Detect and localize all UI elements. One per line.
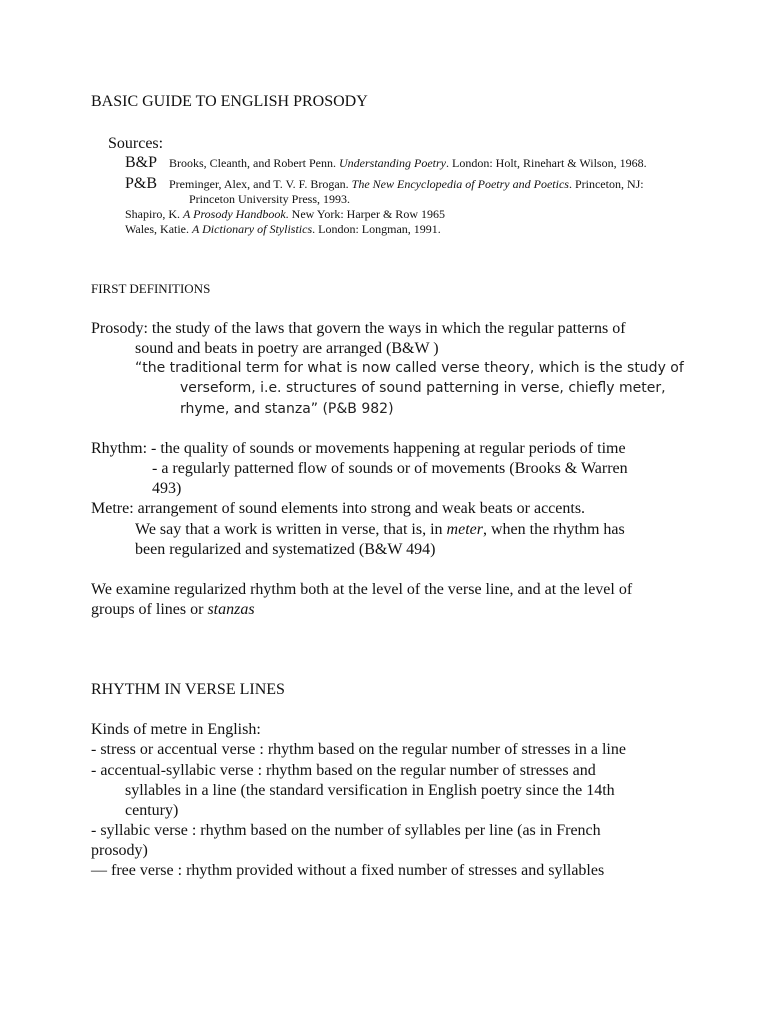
rhythm-definition-3: 493) xyxy=(152,480,182,497)
section-heading-first-definitions: FIRST DEFINITIONS xyxy=(91,281,211,296)
rhythm-definition-2: - a regularly patterned flow of sounds or of movements (Brooks & Warren xyxy=(152,460,628,477)
prosody-quote-line2: verseform, i.e. structures of sound patterning in verse, chiefly meter, xyxy=(180,380,666,396)
source-pb-abbr: P&B xyxy=(125,175,158,192)
source-wales xyxy=(125,223,441,235)
list-item-accentual-syllabic-cont2: century) xyxy=(125,802,179,819)
source-bp-title: Understanding Poetry xyxy=(338,156,446,170)
source-pb-pre: Preminger, Alex, and T. V. F. Brogan. xyxy=(169,177,352,191)
metre-definition-3: been regularized and systematized (B&W 494) xyxy=(135,541,436,558)
prosody-quote-line3: rhyme, and stanza” (P&B 982) xyxy=(180,401,394,417)
source-pb-continuation: Princeton University Press, 1993. xyxy=(189,192,350,206)
source-bp-abbr: B&P xyxy=(125,154,158,171)
list-item-syllabic-verse: - syllabic verse : rhythm based on the number of syllables per line (as in French xyxy=(91,822,601,839)
source-shapiro xyxy=(125,208,445,220)
source-wales-pre: Wales, Katie. xyxy=(125,222,193,236)
source-shapiro-title: A Prosody Handbook xyxy=(183,207,286,221)
prosody-definition-cont: sound and beats in poetry are arranged (B&W ) xyxy=(135,340,439,357)
prosody-definition: Prosody: the study of the laws that govern the ways in which the regular patterns of xyxy=(91,320,626,337)
source-bp-post: . London: Holt, Rinehart & Wilson, 1968. xyxy=(445,156,647,170)
kinds-of-metre-intro: Kinds of metre in English: xyxy=(91,721,261,738)
list-item-free-verse: — free verse : rhythm provided without a fixed number of stresses and syllables xyxy=(91,862,605,879)
metre-definition-2 xyxy=(135,522,625,538)
source-wales-title: A Dictionary of Stylistics xyxy=(192,222,313,236)
metre-line2-post: , when the rhythm has xyxy=(482,521,625,538)
source-shapiro-pre: Shapiro, K. xyxy=(125,207,183,221)
sources-label: Sources: xyxy=(108,135,164,152)
source-wales-post: . London: Longman, 1991. xyxy=(312,222,441,236)
list-item-accentual-syllabic-cont: syllables in a line (the standard versification in English poetry since the 14th xyxy=(125,782,615,799)
source-bp xyxy=(125,155,647,171)
source-pb-post: . Princeton, NJ: xyxy=(568,177,644,191)
source-shapiro-post: . New York: Harper & Row 1965 xyxy=(285,207,445,221)
metre-line2-pre: We say that a work is written in verse, that is, in xyxy=(135,521,447,538)
metre-line2-em: meter xyxy=(446,521,483,538)
source-bp-pre: Brooks, Cleanth, and Robert Penn. xyxy=(169,156,339,170)
examine-line2-em: stanzas xyxy=(207,601,255,618)
list-item-accentual-syllabic: - accentual-syllabic verse : rhythm based on the regular number of stresses and xyxy=(91,762,596,779)
metre-definition: Metre: arrangement of sound elements into strong and weak beats or accents. xyxy=(91,500,586,517)
source-pb-title: The New Encyclopedia of Poetry and Poetics xyxy=(351,177,569,191)
examine-paragraph: We examine regularized rhythm both at the level of the verse line, and at the level of xyxy=(91,581,633,598)
examine-paragraph-cont xyxy=(91,602,255,618)
list-item-stress-verse: - stress or accentual verse : rhythm based on the regular number of stresses in a line xyxy=(91,741,626,758)
section-heading-rhythm-in-verse-lines: RHYTHM IN VERSE LINES xyxy=(91,681,285,698)
document-title: BASIC GUIDE TO ENGLISH PROSODY xyxy=(91,93,368,110)
source-pb xyxy=(125,176,644,192)
rhythm-definition: Rhythm: - the quality of sounds or movements happening at regular periods of time xyxy=(91,440,626,457)
prosody-quote-line1: “the traditional term for what is now called verse theory, which is the study of xyxy=(135,360,684,376)
list-item-syllabic-verse-cont: prosody) xyxy=(91,842,148,859)
examine-line2-pre: groups of lines or xyxy=(91,601,208,618)
